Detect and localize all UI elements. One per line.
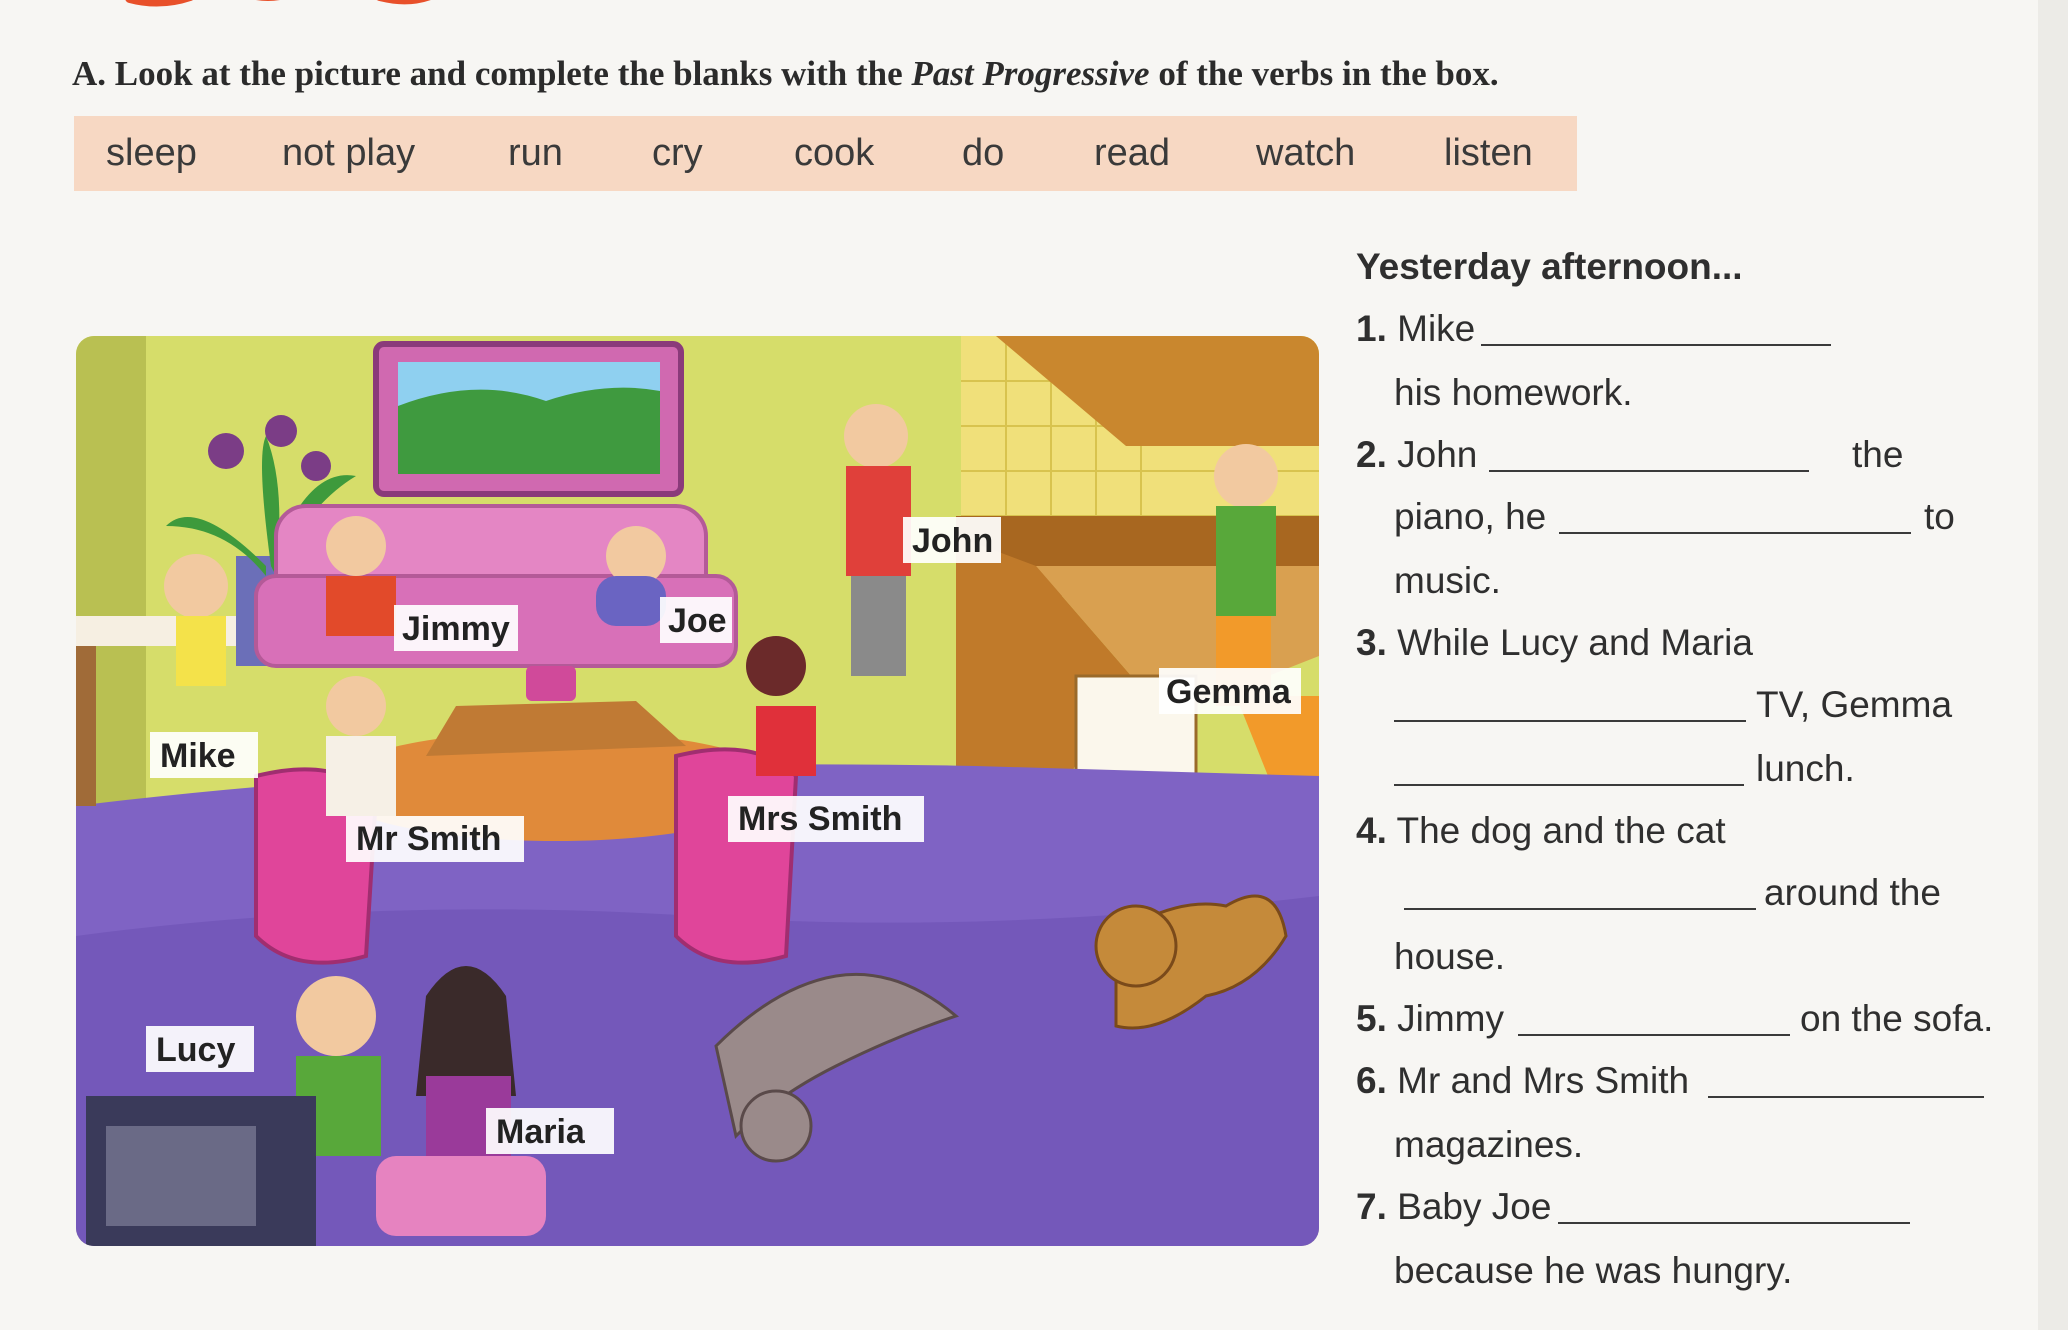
item-2-the: the	[1852, 434, 1904, 475]
label-mike: Mike	[160, 737, 236, 775]
living-room-illustration	[76, 336, 1319, 1246]
answer-blank-6[interactable]	[1708, 1096, 1984, 1098]
item-4-line-1: 4. The dog and the cat	[1356, 810, 1726, 851]
item-3-tv-gemma: TV, Gemma	[1756, 684, 1953, 725]
page-edge	[2038, 0, 2068, 1330]
label-joe: Joe	[668, 602, 727, 640]
item-5-sofa: on the sofa.	[1800, 998, 1994, 1039]
label-john: John	[912, 522, 994, 560]
item-1-line-1: 1. Mike	[1356, 308, 1476, 349]
word-not-play: not play	[282, 132, 416, 174]
item-7-line-2: because he was hungry.	[1394, 1250, 1793, 1291]
item-3-lunch: lunch.	[1756, 748, 1855, 789]
item-2-line-1: 2. John	[1356, 434, 1478, 475]
item-2-line-2: piano, he	[1394, 496, 1547, 537]
item-4-around: around the	[1764, 872, 1941, 913]
item-2-to: to	[1924, 496, 1955, 537]
label-mrs-smith: Mrs Smith	[738, 800, 903, 838]
label-mr-smith: Mr Smith	[356, 820, 502, 858]
word-listen: listen	[1444, 132, 1533, 174]
answer-blank-5[interactable]	[1518, 1034, 1790, 1036]
word-sleep: sleep	[106, 132, 197, 174]
answer-blank-1[interactable]	[1481, 344, 1831, 346]
word-read: read	[1094, 132, 1171, 174]
item-6-line-1: 6. Mr and Mrs Smith	[1356, 1060, 1690, 1101]
item-5-line-1: 5. Jimmy	[1356, 998, 1505, 1039]
label-jimmy: Jimmy	[402, 610, 510, 648]
answer-blank-4[interactable]	[1404, 908, 1756, 910]
exercise-title: Yesterday afternoon...	[1356, 246, 1743, 287]
heading-fragment	[120, 0, 440, 8]
item-4-line-3: house.	[1394, 936, 1506, 977]
word-box	[74, 116, 1577, 191]
answer-blank-7[interactable]	[1558, 1222, 1910, 1224]
word-cook: cook	[794, 132, 875, 174]
item-1-line-2: his homework.	[1394, 372, 1633, 413]
word-do: do	[962, 132, 1005, 174]
label-lucy: Lucy	[156, 1031, 236, 1069]
answer-blank-3a[interactable]	[1394, 720, 1746, 722]
answer-blank-2a[interactable]	[1489, 470, 1809, 472]
instruction: A. Look at the picture and complete the blanks with the Past Progressive of the verbs in the box.	[72, 54, 1499, 93]
word-cry: cry	[652, 132, 703, 174]
answer-blank-2b[interactable]	[1559, 532, 1911, 534]
word-watch: watch	[1256, 132, 1356, 174]
label-gemma: Gemma	[1166, 673, 1291, 711]
answer-blank-3b[interactable]	[1394, 784, 1744, 786]
item-3-line-1: 3. While Lucy and Maria	[1356, 622, 1753, 663]
item-7-line-1: 7. Baby Joe	[1356, 1186, 1552, 1227]
word-run: run	[508, 132, 563, 174]
item-6-line-2: magazines.	[1394, 1124, 1584, 1165]
item-2-line-3: music.	[1394, 560, 1501, 601]
label-maria: Maria	[496, 1113, 585, 1151]
